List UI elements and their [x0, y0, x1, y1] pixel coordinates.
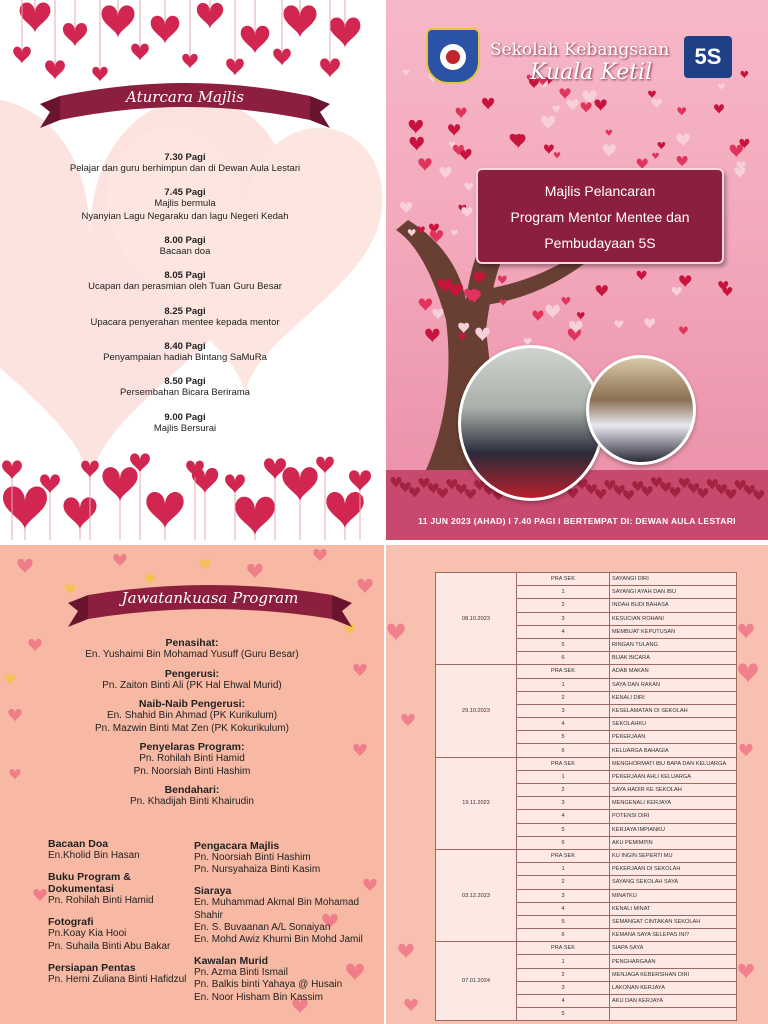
schedule-topic: KESELAMATAN DI SEKOLAH [610, 704, 737, 717]
heart-icon [722, 287, 732, 297]
schedule-year: 1 [517, 863, 610, 876]
heart-icon [718, 83, 725, 90]
heart-icon [464, 183, 473, 192]
heart-icon [559, 88, 570, 99]
schedule-topic: SIAPA SAYA [610, 942, 737, 955]
cover-panel [386, 0, 768, 540]
schedule-topic: AKU DAN KERJAYA [610, 995, 737, 1008]
committee-role: Persiapan Pentas [48, 961, 136, 974]
schedule-topic: SAYANG SEKOLAH SAYA [610, 876, 737, 889]
committee-left-column [48, 829, 190, 986]
committee-member: Pn. Nursyahaiza Binti Kasim [194, 864, 321, 876]
agenda-description: Majlis bermula [154, 198, 216, 210]
agenda-item [30, 412, 340, 435]
heart-icon [679, 326, 688, 335]
event-photo-2 [586, 355, 696, 465]
heart-icon [652, 99, 662, 109]
agenda-time: 8.00 Pagi [164, 235, 206, 247]
committee-member: En. Yushaimi Bin Mohamad Yusuff (Guru Besar) [85, 649, 299, 660]
agenda-description: Ucapan dan perasmian oleh Tuan Guru Besar [88, 281, 282, 293]
schedule-topic: KESUCIAN ROHANI [610, 612, 737, 625]
schedule-year: 6 [517, 744, 610, 757]
schedule-year: 4 [517, 625, 610, 638]
schedule-year: 1 [517, 955, 610, 968]
committee-member: Pn. Suhaila Binti Abu Bakar [48, 940, 171, 952]
schedule-topic: PENGHARGAAN [610, 955, 737, 968]
schedule-year: 2 [517, 876, 610, 889]
heart-icon [730, 145, 743, 158]
committee-member: En. Muhammad Akmal Bin Mohamad Shahir [194, 897, 360, 921]
agenda-description: Majlis Bersurai [153, 422, 217, 434]
schedule-topic: KERJAYA IMPIANKU [610, 823, 737, 836]
committee-role: Naib-Naib Pengerusi: [138, 698, 246, 710]
heart-icon [404, 999, 417, 1012]
schedule-date: 29.10.2023 [436, 665, 517, 757]
schedule-panel [386, 545, 768, 1024]
schedule-year: 3 [517, 981, 610, 994]
aturcara-panel [0, 0, 384, 540]
event-date-venue: 11 JUN 2023 (AHAD) I 7.40 PAGI I BERTEMPAT DI: DEWAN AULA LESTARI [418, 516, 736, 526]
committee-member: En. Mohd Awiz Khurni Bin Mohd Jamil [194, 933, 363, 945]
event-title-line1: Majlis Pelancaran [544, 183, 656, 199]
schedule-year: 4 [517, 902, 610, 915]
heart-icon [432, 309, 443, 320]
5s-logo-text: 5S [694, 44, 722, 69]
committee-role: Kawalan Murid [194, 955, 269, 968]
committee-member: Pn. Balkis binti Yahaya @ Husain [194, 979, 343, 991]
schedule-topic: MENJAGA KEBERSIHAN DIRI [610, 968, 737, 981]
heart-icon [387, 624, 405, 641]
heart-icon [577, 312, 585, 320]
heart-icon [740, 71, 748, 79]
schedule-year: 6 [517, 929, 610, 942]
schedule-year: 2 [517, 784, 610, 797]
agenda-description: Bacaan doa [159, 246, 211, 258]
schedule-topic: SAYANGI AYAH DAN IBU [610, 586, 737, 599]
agenda-item [30, 187, 340, 223]
schedule-row [436, 573, 737, 586]
agenda-time: 8.50 Pagi [164, 376, 206, 388]
heart-icon [738, 624, 753, 639]
committee-panel [0, 545, 384, 1024]
heart-icon [648, 91, 656, 99]
heart-icon [544, 144, 554, 154]
schedule-year: 6 [517, 652, 610, 665]
heart-icon [677, 107, 686, 116]
heart-icon [448, 124, 460, 136]
heart-icon [554, 152, 561, 159]
heart-icon [398, 944, 413, 959]
schedule-year: 5 [517, 915, 610, 928]
heart-icon [644, 318, 655, 329]
heart-icon [606, 130, 613, 137]
heart-icon [581, 102, 592, 113]
schedule-topic: KENALI MINAT [610, 902, 737, 915]
committee-role: Bacaan Doa [48, 838, 109, 850]
schedule-row [436, 665, 737, 678]
event-title-box [476, 168, 724, 264]
heart-icon [677, 156, 688, 167]
agenda-item [30, 152, 340, 175]
schedule-topic: SEMANGAT CINTAKAN SEKOLAH [610, 915, 737, 928]
schedule-year: 4 [517, 718, 610, 731]
committee-member: Pn. Rohilah Binti Hamid [139, 753, 245, 764]
heart-icon [400, 202, 412, 214]
agenda-item [30, 341, 340, 364]
event-title-line2: Program Mentor Mentee dan [510, 209, 690, 225]
schedule-table [435, 572, 737, 1021]
committee-member: Pn.Koay Kia Hooi [48, 928, 127, 940]
schedule-date: 08.10.2023 [436, 573, 517, 665]
schedule-topic: MEMBUAT KEPUTUSAN [610, 625, 737, 638]
committee-member: Pn. Khadijah Binti Khairudin [130, 796, 254, 807]
heart-icon [567, 99, 579, 111]
committee-role: Bendahari: [164, 784, 220, 796]
schedule-topic: POTENSI DIRI [610, 810, 737, 823]
committee-top-list [0, 631, 384, 809]
schedule-date: 19.11.2023 [436, 757, 517, 849]
agenda-item [30, 376, 340, 399]
schedule-topic: PEKERJAAN AHLI KELUARGA [610, 770, 737, 783]
schedule-year: 3 [517, 797, 610, 810]
schedule-row [436, 942, 737, 955]
schedule-date: 07.01.2024 [436, 942, 517, 1021]
schedule-year: 2 [517, 968, 610, 981]
heart-icon [679, 275, 691, 287]
committee-member: Pn. Noorsiah Binti Hashim [133, 765, 251, 777]
committee-role: Fotografi [48, 916, 94, 929]
schedule-date: 03.12.2023 [436, 849, 517, 941]
agenda-item [30, 270, 340, 293]
schedule-topic: SAYA DAN RAKAN [610, 678, 737, 691]
schedule-year: 1 [517, 678, 610, 691]
schedule-year: PRA SEK [517, 665, 610, 678]
schedule-topic: SAYA HADIR KE SEKOLAH [610, 784, 737, 797]
schedule-topic: INDAH BUDI BAHASA [610, 599, 737, 612]
school-name-line1: Sekolah Kebangsaan [490, 40, 670, 60]
agenda-time: 7.30 Pagi [164, 152, 206, 163]
schedule-topic: ADAB MAKAN [610, 665, 737, 678]
heart-icon [552, 105, 560, 113]
schedule-year: 4 [517, 810, 610, 823]
schedule-topic: KELUARGA BAHAGIA [610, 744, 737, 757]
committee-member: En. Noor Hisham Bin Kassim [194, 991, 323, 1003]
heart-icon [738, 663, 758, 683]
heart-icon [541, 116, 555, 130]
agenda-time: 8.05 Pagi [164, 270, 206, 282]
schedule-topic: SAYANGI DIRI [610, 573, 737, 586]
heart-icon [482, 98, 494, 110]
schedule-topic: RINGAN TULANG [610, 638, 737, 651]
heart-icon [714, 104, 724, 114]
committee-role: Pengerusi: [164, 667, 220, 680]
committee-member: Pn. Zaiton Binti Ali (PK Hal Ehwal Murid) [102, 679, 282, 691]
schedule-topic: MENGHORMATI IBU BAPA DAN KELUARGA [610, 757, 737, 770]
5s-logo-icon [684, 36, 732, 78]
heart-icon [498, 276, 507, 285]
schedule-year: 5 [517, 823, 610, 836]
committee-role: Penyelaras Program: [139, 741, 245, 753]
heart-icon [614, 320, 623, 329]
heart-icon [637, 271, 647, 281]
committee-title: Jawatankuasa Program [121, 589, 299, 607]
committee-member: Pn. Rohilah Binti Hamid [48, 895, 154, 907]
schedule-year: PRA SEK [517, 942, 610, 955]
heart-icon [596, 285, 608, 297]
schedule-topic: PEKERJAAN [610, 731, 737, 744]
heart-icon [677, 134, 690, 147]
agenda-time: 8.25 Pagi [164, 305, 206, 317]
heart-icon [451, 230, 458, 237]
heart-icon [603, 144, 616, 157]
agenda-time: 7.45 Pagi [164, 187, 206, 199]
agenda-description: Persembahan Bicara Berirama [120, 387, 250, 399]
schedule-year: 3 [517, 889, 610, 902]
schedule-row [436, 757, 737, 770]
committee-member: En.Kholid Bin Hasan [48, 850, 140, 861]
schedule-year: 3 [517, 612, 610, 625]
agenda-description: Pelajar dan guru berhimpun dan di Dewan Aula Lestari [69, 163, 301, 174]
agenda-item [30, 306, 340, 329]
heart-icon [546, 305, 560, 319]
schedule-topic [610, 1008, 737, 1021]
schedule-year: 6 [517, 836, 610, 849]
schedule-year: 5 [517, 1008, 610, 1021]
schedule-year: 4 [517, 995, 610, 1008]
agenda-description: Penyampaian hadiah Bintang SaMuRa [103, 352, 267, 364]
committee-right-column [194, 831, 380, 1004]
committee-role: Siaraya [194, 885, 232, 898]
schedule-topic: BIJAK BICARA [610, 652, 737, 665]
schedule-year: PRA SEK [517, 757, 610, 770]
schedule-year: 2 [517, 691, 610, 704]
schedule-year: PRA SEK [517, 849, 610, 862]
aturcara-title: Aturcara Majlis [126, 88, 244, 106]
schedule-year: 3 [517, 704, 610, 717]
schedule-year: PRA SEK [517, 573, 610, 586]
event-title-line3: Pembudayaan 5S [544, 235, 656, 251]
committee-member: En. Shahid Bin Ahmad (PK Kurikulum) [106, 710, 278, 721]
agenda-list [30, 152, 340, 447]
heart-icon [532, 310, 543, 321]
heart-icon [738, 964, 753, 979]
heart-icon [461, 207, 472, 218]
schedule-row [436, 849, 737, 862]
heart-icon [595, 99, 607, 111]
event-photo-1 [458, 345, 604, 501]
committee-member: Pn. Herni Zuliana Binti Hafidzul [48, 973, 187, 985]
school-name [490, 40, 669, 85]
heart-icon [456, 108, 467, 119]
heart-icon [401, 714, 414, 727]
committee-role: Pengacara Majlis [194, 840, 280, 852]
committee-member: Pn. Noorsiah Binti Hashim [194, 852, 311, 863]
schedule-topic: PEKERJAAN DI SEKOLAH [610, 863, 737, 876]
heart-icon [652, 153, 659, 160]
agenda-time: 8.40 Pagi [164, 341, 206, 353]
heart-icon [403, 69, 410, 76]
schedule-year: 1 [517, 770, 610, 783]
schedule-topic: KEMANA SAYA SELEPAS INI? [610, 929, 737, 942]
schedule-topic: KENALI DIRI [610, 691, 737, 704]
heart-icon [439, 167, 451, 179]
heart-icon [734, 167, 745, 178]
committee-member: Pn. Azma Binti Ismail [194, 967, 288, 979]
committee-member: Pn. Mazwin Binti Mat Zen (PK Kokurikulum) [95, 722, 289, 734]
heart-icon [672, 287, 682, 297]
schedule-topic: SEKOLAHKU [610, 718, 737, 731]
agenda-description: Upacara penyerahan mentee kepada mentor [90, 316, 280, 328]
committee-role: Buku Program & Dokumentasi [48, 871, 131, 896]
school-name-line2: Kuala Ketil [530, 60, 653, 85]
heart-icon [409, 120, 423, 134]
committee-member: En. S. Buvaanan A/L Sonaiyan [194, 921, 331, 933]
schedule-topic: KU INGIN SEPERTI MU [610, 849, 737, 862]
agenda-time: 9.00 Pagi [164, 411, 206, 423]
heart-icon [739, 744, 752, 757]
heart-icon [561, 297, 570, 306]
heart-icon [410, 137, 424, 151]
committee-role: Penasihat: [165, 637, 219, 649]
heart-icon [658, 142, 666, 150]
schedule-year: 2 [517, 599, 610, 612]
schedule-topic: MINATKU [610, 889, 737, 902]
schedule-topic: AKU PEMIMPIN [610, 836, 737, 849]
schedule-topic: LAKONAN KERJAYA [610, 981, 737, 994]
school-crest-icon [426, 28, 480, 84]
schedule-year: 5 [517, 638, 610, 651]
agenda-description: Nyanyian Lagu Negaraku dan lagu Negeri Kedah [81, 210, 289, 222]
schedule-year: 1 [517, 586, 610, 599]
heart-icon [425, 329, 439, 343]
schedule-year: 5 [517, 731, 610, 744]
schedule-topic: MENGENALI KERJAYA [610, 797, 737, 810]
heart-icon [418, 158, 431, 171]
agenda-item [30, 235, 340, 258]
